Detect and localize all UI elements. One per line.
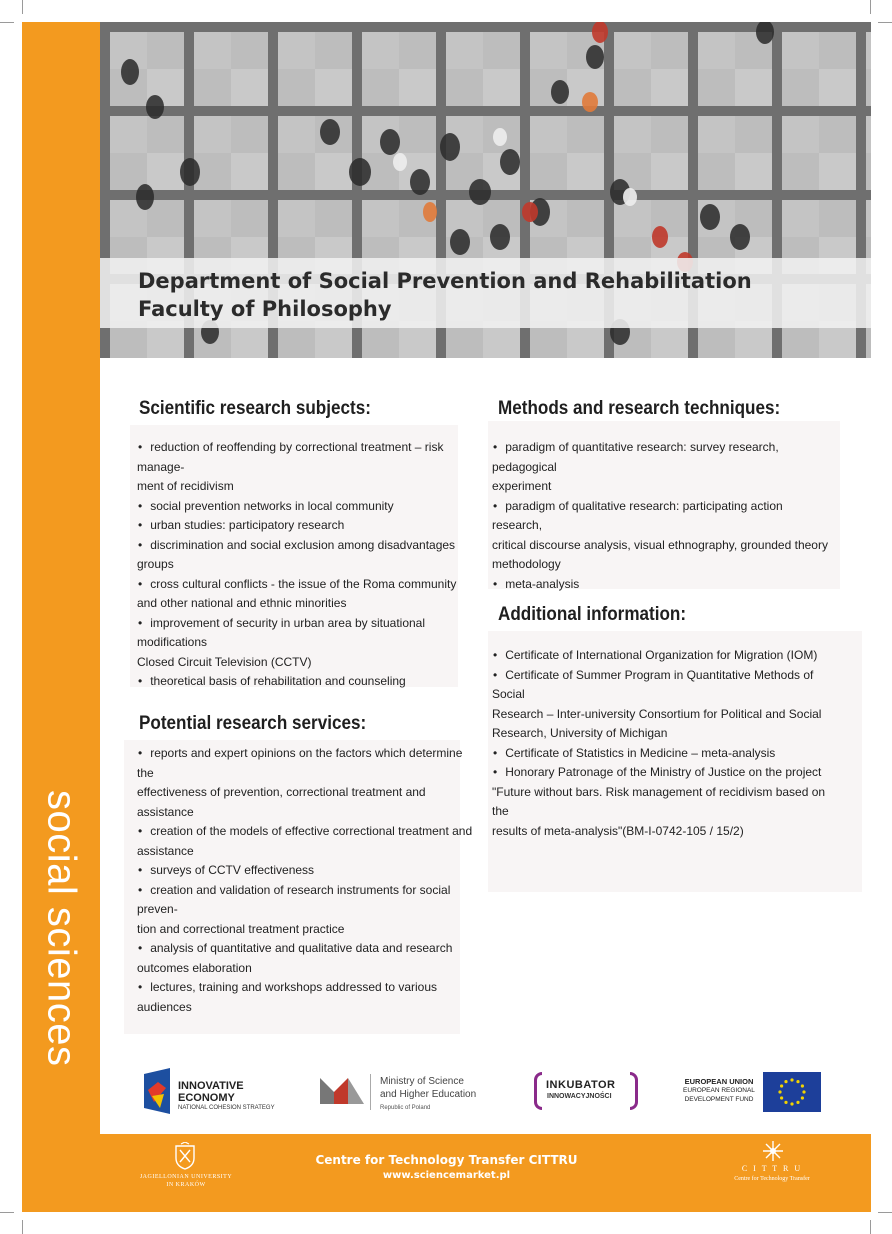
list-item: "Future without bars. Risk management of recidivism based on the (492, 784, 826, 818)
list-item: • Certificate of Statistics in Medicine – meta-analysis (492, 744, 842, 764)
center-url: www.sciencemarket.pl (382, 1170, 511, 1181)
eu-logo (680, 1072, 822, 1112)
inkubator-line2: INNOWACYJNOŚCI (547, 1093, 612, 1100)
crop-mark (22, 1220, 23, 1234)
crop-mark (0, 22, 14, 23)
scientific-heading: Scientific research subjects: (139, 398, 371, 419)
list-item: outcomes elaboration (137, 960, 252, 975)
list-item: tion and correctional treatment practice (137, 921, 345, 936)
side-label (22, 790, 100, 1100)
list-item: Research, University of Michigan (492, 726, 668, 740)
cittru-star-icon (762, 1140, 784, 1162)
ministry-line2: and Higher Education (380, 1089, 477, 1100)
list-item: Research – Inter-university Consortium for Political and Social (492, 706, 822, 721)
ministry-logo (320, 1074, 500, 1116)
list-item: • social prevention networks in local community (137, 497, 477, 517)
crop-mark (878, 22, 892, 23)
list-item: methodology (492, 557, 561, 571)
list-item: • analysis of quantitative and qualitative data and research (137, 939, 477, 959)
services-list (137, 744, 477, 1017)
crop-mark (22, 0, 23, 14)
list-item: • creation of the models of effective correctional treatment and (137, 822, 477, 842)
list-item: • Certificate of International Organization for Migration (IOM) (492, 646, 842, 666)
additional-heading: Additional information: (498, 604, 687, 625)
eu-line2: EUROPEAN REGIONAL (683, 1087, 755, 1094)
crop-mark (0, 1212, 14, 1213)
innovative-line3: NATIONAL COHESION STRATEGY (178, 1105, 275, 1111)
list-item: assistance (137, 843, 194, 858)
list-item: • cross cultural conflicts - the issue of the Roma community (137, 575, 477, 595)
center-title: Centre for Technology Transfer CITTRU (315, 1153, 578, 1167)
department-title: Department of Social Prevention and Rehabilitation (138, 269, 752, 293)
ministry-line3: Republic of Poland (380, 1105, 431, 1111)
methods-heading: Methods and research techniques: (498, 398, 781, 419)
list-item: • reports and expert opinions on the factors which determine the (137, 744, 477, 783)
list-item: • paradigm of qualitative research: participating action research, (492, 497, 832, 536)
innovative-line1: INNOVATIVE (178, 1080, 244, 1092)
additional-list (492, 646, 842, 841)
eu-line3: DEVELOPMENT FUND (684, 1096, 754, 1103)
list-item: experiment (492, 479, 552, 493)
innovative-economy-logo (142, 1068, 292, 1116)
side-label-text: social sciences (39, 790, 84, 1067)
list-item: critical discourse analysis, visual ethnography, grounded theory (492, 537, 828, 552)
list-item: results of meta-analysis"(BM-I-0742-105 / 15/2) (492, 823, 744, 838)
title-band (100, 258, 871, 328)
inkubator-bracket-left-icon (534, 1072, 542, 1110)
list-item: ment of recidivism (137, 479, 234, 493)
scientific-list (137, 438, 477, 692)
eu-line1: EUROPEAN UNION (684, 1077, 754, 1086)
cittru-letters: C I T T R U (741, 1164, 803, 1173)
list-item: Closed Circuit Television (CCTV) (137, 654, 312, 669)
crop-mark (878, 1212, 892, 1213)
list-item: • urban studies: participatory research (137, 516, 477, 536)
list-item: • discrimination and social exclusion among disadvantages groups (137, 536, 477, 575)
list-item: • improvement of security in urban area by situational modifications (137, 614, 477, 653)
ministry-mark-icon (320, 1076, 366, 1104)
list-item: • paradigm of quantitative research: survey research, pedagogical (492, 438, 832, 477)
list-item: • Certificate of Summer Program in Quantitative Methods of Social (492, 666, 842, 705)
list-item: and other national and ethnic minorities (137, 596, 347, 610)
innovative-economy-icon (142, 1068, 172, 1114)
list-item: • theoretical basis of rehabilitation and counseling (137, 672, 477, 692)
crop-mark (870, 0, 871, 14)
cittru-sub: Centre for Technology Transfer (734, 1176, 810, 1182)
inkubator-logo (534, 1068, 644, 1114)
list-item: • lectures, training and workshops addressed to various audiences (137, 978, 477, 1017)
list-item: • Honorary Patronage of the Ministry of Justice on the project (492, 763, 842, 783)
list-item: • meta-analysis (492, 575, 832, 595)
inkubator-line1: INKUBATOR (546, 1079, 616, 1091)
eu-flag-icon (763, 1072, 821, 1112)
faculty-title: Faculty of Philosophy (138, 297, 392, 321)
footer-bar (22, 1134, 871, 1212)
innovative-line2: ECONOMY (178, 1092, 235, 1104)
list-item: • creation and validation of research instruments for social preven- (137, 881, 477, 920)
crop-mark (870, 1220, 871, 1234)
inkubator-bracket-right-icon (630, 1072, 638, 1110)
list-item: effectiveness of prevention, correctional treatment and assistance (137, 785, 426, 819)
services-heading: Potential research services: (139, 713, 367, 734)
methods-list (492, 438, 832, 594)
university-line1: JAGIELLONIAN UNIVERSITY (139, 1174, 233, 1180)
list-item: • surveys of CCTV effectiveness (137, 861, 477, 881)
university-line2: IN KRAKÓW (166, 1182, 206, 1188)
ministry-line1: Ministry of Science (380, 1076, 464, 1087)
list-item: • reduction of reoffending by correctional treatment – risk manage- (137, 438, 477, 477)
